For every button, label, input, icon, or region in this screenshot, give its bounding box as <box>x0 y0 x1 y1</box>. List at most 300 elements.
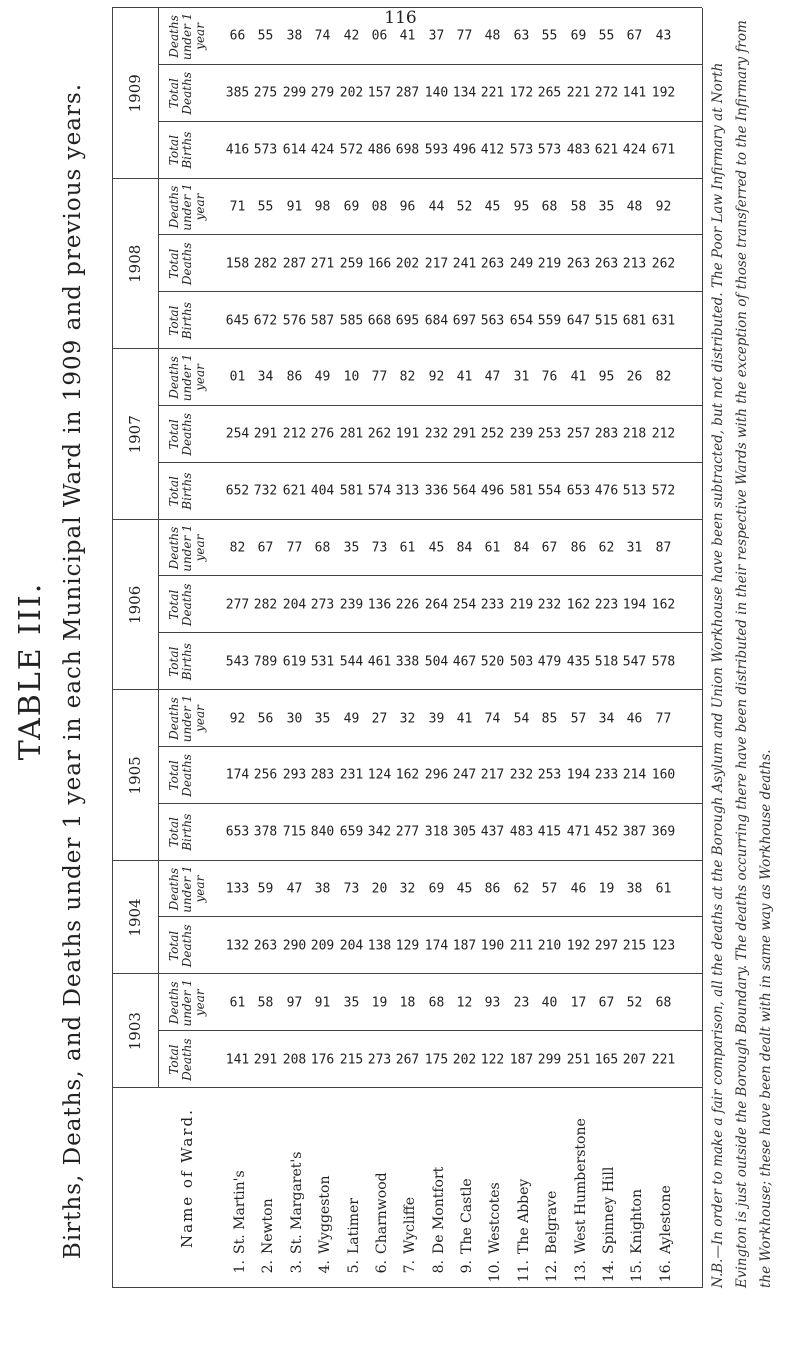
page-number: 116 <box>384 8 417 28</box>
table-cell: 283 <box>310 767 335 783</box>
table-rule <box>158 462 702 463</box>
table-cell: 254 <box>452 597 477 613</box>
table-cell: 232 <box>537 597 562 613</box>
table-cell: 123 <box>651 938 675 954</box>
table-cell: 279 <box>310 85 335 101</box>
ward-number: 5. <box>345 1260 362 1274</box>
table-cell: 34 <box>598 711 615 727</box>
table-cell: 49 <box>314 369 331 385</box>
table-cell: 91 <box>314 995 331 1011</box>
table-cell: 34 <box>258 369 274 385</box>
table-rule <box>112 689 702 690</box>
column-header: Total Births <box>167 643 194 681</box>
ward-name: St. Martin's <box>232 1170 248 1254</box>
table-cell: 162 <box>651 597 675 613</box>
table-cell: 73 <box>371 540 388 556</box>
table-cell: 496 <box>481 483 505 499</box>
table-cell: 41 <box>456 711 473 727</box>
column-header: Total Births <box>167 131 194 169</box>
table-cell: 213 <box>623 256 647 272</box>
table-cell: 19 <box>371 995 388 1011</box>
table-subtitle: Births, Deaths, and Deaths under 1 year in each Municipal Ward in 1909 and previous years. <box>60 82 86 1260</box>
table-cell: 67 <box>541 540 558 556</box>
table-cell: 684 <box>424 313 448 329</box>
table-cell: 486 <box>367 142 392 158</box>
table-cell: 166 <box>367 256 392 272</box>
ward-number: 3. <box>288 1260 305 1274</box>
table-cell: 259 <box>339 256 363 272</box>
table-cell: 61 <box>229 995 246 1011</box>
table-rule <box>112 178 702 179</box>
table-cell: 190 <box>481 938 505 954</box>
table-title: TABLE III. <box>13 581 48 761</box>
table-cell: 681 <box>623 313 647 329</box>
table-cell: 496 <box>452 142 477 158</box>
table-cell: 385 <box>225 85 250 101</box>
table-cell: 77 <box>286 540 303 556</box>
table-cell: 247 <box>452 767 477 783</box>
table-cell: 299 <box>282 85 306 101</box>
year-header: 1903 <box>126 1012 144 1051</box>
table-rule <box>702 8 703 1288</box>
table-cell: 581 <box>509 483 533 499</box>
table-cell: 54 <box>513 711 530 727</box>
table-cell: 291 <box>254 426 278 442</box>
table-cell: 253 <box>537 426 562 442</box>
table-cell: 698 <box>396 142 420 158</box>
table-cell: 133 <box>225 881 250 897</box>
table-cell: 715 <box>282 824 306 840</box>
ward-statistics-table <box>112 8 702 1288</box>
table-cell: 253 <box>537 767 562 783</box>
table-cell: 192 <box>566 938 590 954</box>
table-rule <box>158 746 702 747</box>
table-cell: 378 <box>254 824 278 840</box>
table-rule <box>158 916 702 917</box>
table-cell: 35 <box>343 995 359 1011</box>
table-cell: 86 <box>286 369 303 385</box>
table-cell: 86 <box>485 881 501 897</box>
table-cell: 76 <box>541 369 558 385</box>
table-rule <box>112 8 113 1288</box>
table-cell: 272 <box>594 85 619 101</box>
column-header: Total Births <box>167 472 194 510</box>
table-cell: 267 <box>396 1052 420 1068</box>
table-cell: 239 <box>339 597 363 613</box>
table-cell: 647 <box>566 313 590 329</box>
table-cell: 62 <box>598 540 615 556</box>
table-cell: 282 <box>254 256 278 272</box>
table-cell: 437 <box>481 824 505 840</box>
table-cell: 66 <box>229 28 246 44</box>
table-cell: 35 <box>598 199 615 215</box>
table-cell: 262 <box>651 256 675 272</box>
table-cell: 61 <box>485 540 501 556</box>
column-header: Total Births <box>167 302 194 340</box>
table-cell: 299 <box>537 1052 562 1068</box>
table-cell: 416 <box>225 142 250 158</box>
table-cell: 631 <box>651 313 675 329</box>
table-cell: 563 <box>481 313 505 329</box>
table-cell: 129 <box>396 938 420 954</box>
table-cell: 476 <box>594 483 619 499</box>
ward-number: 11. <box>515 1260 532 1283</box>
table-cell: 68 <box>541 199 558 215</box>
table-rule <box>112 1287 702 1288</box>
year-header: 1908 <box>126 244 144 283</box>
column-header: Deaths under 1 year <box>167 865 207 913</box>
table-cell: 77 <box>655 711 671 727</box>
table-cell: 59 <box>258 881 274 897</box>
column-header: Total Deaths <box>167 71 194 115</box>
table-cell: 404 <box>310 483 335 499</box>
table-cell: 254 <box>225 426 250 442</box>
table-cell: 92 <box>655 199 671 215</box>
table-cell: 162 <box>396 767 420 783</box>
table-cell: 671 <box>651 142 675 158</box>
table-cell: 336 <box>424 483 448 499</box>
table-cell: 217 <box>481 767 505 783</box>
table-cell: 61 <box>399 540 416 556</box>
table-cell: 86 <box>570 540 586 556</box>
ward-name: Wycliffe <box>402 1196 419 1254</box>
ward-number: 9. <box>459 1260 475 1274</box>
table-cell: 95 <box>598 369 615 385</box>
table-cell: 226 <box>396 597 420 613</box>
table-cell: 297 <box>594 938 619 954</box>
table-cell: 513 <box>623 483 647 499</box>
table-cell: 212 <box>651 426 675 442</box>
table-cell: 37 <box>428 28 444 44</box>
table-cell: 585 <box>339 313 363 329</box>
table-cell: 157 <box>367 85 392 101</box>
table-cell: 176 <box>310 1052 335 1068</box>
table-cell: 277 <box>396 824 420 840</box>
table-cell: 140 <box>424 85 448 101</box>
table-cell: 204 <box>339 938 363 954</box>
table-cell: 221 <box>481 85 505 101</box>
table-cell: 92 <box>428 369 444 385</box>
table-cell: 48 <box>626 199 643 215</box>
table-cell: 659 <box>339 824 363 840</box>
table-cell: 92 <box>229 711 246 727</box>
table-cell: 581 <box>339 483 363 499</box>
ward-number: 7. <box>402 1260 419 1274</box>
table-cell: 520 <box>481 654 505 670</box>
table-cell: 621 <box>594 142 619 158</box>
table-cell: 424 <box>623 142 647 158</box>
table-rule <box>158 64 702 65</box>
table-cell: 74 <box>485 711 501 727</box>
name-of-ward-header: Name of Ward. <box>178 1108 196 1248</box>
table-cell: 572 <box>651 483 675 499</box>
table-rule <box>158 575 702 576</box>
table-cell: 435 <box>566 654 590 670</box>
table-cell: 122 <box>481 1052 505 1068</box>
table-cell: 194 <box>566 767 590 783</box>
table-cell: 96 <box>399 199 416 215</box>
table-cell: 192 <box>651 85 675 101</box>
ward-number: 16. <box>657 1260 674 1283</box>
table-cell: 46 <box>626 711 643 727</box>
table-cell: 45 <box>485 199 501 215</box>
table-cell: 252 <box>481 426 505 442</box>
table-cell: 263 <box>566 256 590 272</box>
table-cell: 20 <box>371 881 388 897</box>
table-cell: 202 <box>452 1052 477 1068</box>
table-cell: 547 <box>623 654 647 670</box>
table-cell: 45 <box>428 540 444 556</box>
table-cell: 56 <box>258 711 274 727</box>
table-cell: 287 <box>396 85 420 101</box>
table-cell: 210 <box>537 938 562 954</box>
table-cell: 134 <box>452 85 477 101</box>
table-cell: 503 <box>509 654 533 670</box>
table-cell: 124 <box>367 767 392 783</box>
table-cell: 212 <box>282 426 306 442</box>
ward-name: The Castle <box>459 1178 475 1254</box>
table-cell: 218 <box>623 426 647 442</box>
table-cell: 531 <box>310 654 335 670</box>
table-cell: 219 <box>509 597 533 613</box>
table-cell: 31 <box>513 369 530 385</box>
table-rule <box>112 7 702 8</box>
column-header: Total Deaths <box>167 754 194 797</box>
table-cell: 58 <box>570 199 586 215</box>
table-cell: 313 <box>396 483 420 499</box>
table-cell: 82 <box>655 369 671 385</box>
table-cell: 415 <box>537 824 562 840</box>
table-cell: 84 <box>513 540 530 556</box>
table-cell: 249 <box>509 256 533 272</box>
table-cell: 42 <box>343 28 359 44</box>
table-cell: 48 <box>485 28 501 44</box>
table-cell: 77 <box>456 28 473 44</box>
column-header: Total Deaths <box>167 1038 194 1081</box>
table-rule <box>112 973 702 974</box>
table-cell: 214 <box>623 767 647 783</box>
table-cell: 10 <box>343 369 359 385</box>
table-rule <box>158 405 702 406</box>
table-cell: 543 <box>225 654 250 670</box>
table-cell: 55 <box>258 28 274 44</box>
table-cell: 19 <box>598 881 615 897</box>
ward-number: 12. <box>544 1260 561 1283</box>
table-cell: 578 <box>651 654 675 670</box>
table-cell: 233 <box>594 767 619 783</box>
table-cell: 46 <box>570 881 586 897</box>
table-cell: 93 <box>485 995 501 1011</box>
table-cell: 55 <box>598 28 615 44</box>
table-cell: 68 <box>314 540 331 556</box>
table-cell: 291 <box>254 1052 278 1068</box>
table-rule <box>112 860 702 861</box>
table-cell: 41 <box>570 369 586 385</box>
table-cell: 39 <box>428 711 444 727</box>
table-cell: 23 <box>513 995 530 1011</box>
table-cell: 232 <box>509 767 533 783</box>
table-cell: 573 <box>254 142 278 158</box>
table-rule <box>112 348 702 349</box>
table-cell: 08 <box>371 199 388 215</box>
table-cell: 461 <box>367 654 392 670</box>
table-cell: 67 <box>258 540 274 556</box>
table-cell: 32 <box>399 711 416 727</box>
table-cell: 695 <box>396 313 420 329</box>
table-cell: 217 <box>424 256 448 272</box>
table-cell: 202 <box>396 256 420 272</box>
ward-name: Belgrave <box>544 1190 561 1254</box>
table-cell: 256 <box>254 767 278 783</box>
table-cell: 187 <box>509 1052 533 1068</box>
table-cell: 55 <box>258 199 274 215</box>
ward-name: Latimer <box>345 1198 362 1254</box>
ward-number: 10. <box>487 1260 504 1283</box>
ward-number: 1. <box>232 1260 248 1274</box>
table-cell: 251 <box>566 1052 590 1068</box>
table-cell: 621 <box>282 483 306 499</box>
table-cell: 572 <box>339 142 363 158</box>
ward-name: De Montfort <box>430 1166 447 1254</box>
table-cell: 174 <box>225 767 250 783</box>
table-cell: 69 <box>428 881 444 897</box>
column-header: Deaths under 1 year <box>167 12 207 61</box>
table-cell: 732 <box>254 483 278 499</box>
table-cell: 47 <box>286 881 303 897</box>
table-cell: 12 <box>456 995 473 1011</box>
table-cell: 265 <box>537 85 562 101</box>
table-cell: 211 <box>509 938 533 954</box>
table-cell: 483 <box>566 142 590 158</box>
table-cell: 281 <box>339 426 363 442</box>
table-cell: 26 <box>626 369 643 385</box>
footnote: N.B.—In order to make a fair comparison, all the deaths at the Borough Asylum and Union Workhouse have been subtracted, but not distributed. The Poor Law Infirmary at North Evington is just outside the Borough Boundary. The deaths occurring there have been distributed in their respective Wards with the exception of those transferred to the Infirmary from the Workhouse; these have been dealt with in same way as Workhouse deaths. <box>710 20 774 1288</box>
ward-number: 15. <box>629 1260 646 1283</box>
column-header: Deaths under 1 year <box>167 524 207 572</box>
table-cell: 82 <box>399 369 416 385</box>
table-cell: 73 <box>343 881 359 897</box>
table-cell: 231 <box>339 767 363 783</box>
table-cell: 63 <box>513 28 530 44</box>
table-cell: 47 <box>485 369 501 385</box>
table-cell: 276 <box>310 426 335 442</box>
table-cell: 162 <box>566 597 590 613</box>
year-header: 1907 <box>126 415 144 454</box>
table-cell: 38 <box>286 28 303 44</box>
ward-number: 4. <box>317 1260 334 1274</box>
table-cell: 141 <box>225 1052 250 1068</box>
table-cell: 69 <box>343 199 359 215</box>
table-cell: 160 <box>651 767 675 783</box>
ward-name: St. Margaret's <box>288 1151 305 1254</box>
table-cell: 97 <box>286 995 303 1011</box>
table-cell: 95 <box>513 199 530 215</box>
ward-name: Westcotes <box>487 1182 504 1254</box>
table-cell: 257 <box>566 426 590 442</box>
table-cell: 789 <box>254 654 278 670</box>
ward-name: Charnwood <box>373 1172 390 1254</box>
ward-number: 6. <box>373 1260 390 1274</box>
column-header: Deaths under 1 year <box>167 183 207 231</box>
table-cell: 35 <box>343 540 359 556</box>
table-cell: 165 <box>594 1052 619 1068</box>
table-cell: 221 <box>651 1052 675 1068</box>
ward-number: 2. <box>260 1260 277 1274</box>
table-cell: 18 <box>399 995 416 1011</box>
column-header: Total Deaths <box>167 583 194 627</box>
ward-name: The Abbey <box>515 1178 532 1254</box>
table-cell: 574 <box>367 483 392 499</box>
table-cell: 668 <box>367 313 392 329</box>
table-cell: 71 <box>229 199 246 215</box>
table-cell: 467 <box>452 654 477 670</box>
column-header: Total Deaths <box>167 242 194 286</box>
table-cell: 35 <box>314 711 331 727</box>
table-cell: 275 <box>254 85 278 101</box>
table-cell: 221 <box>566 85 590 101</box>
table-cell: 87 <box>655 540 671 556</box>
table-rule <box>158 8 159 1088</box>
table-rule <box>158 234 702 235</box>
table-cell: 277 <box>225 597 250 613</box>
table-cell: 31 <box>626 540 643 556</box>
table-cell: 223 <box>594 597 619 613</box>
table-cell: 43 <box>655 28 671 44</box>
table-cell: 38 <box>314 881 331 897</box>
table-cell: 263 <box>254 938 278 954</box>
table-cell: 653 <box>566 483 590 499</box>
table-cell: 136 <box>367 597 392 613</box>
table-cell: 283 <box>594 426 619 442</box>
table-cell: 187 <box>452 938 477 954</box>
table-cell: 593 <box>424 142 448 158</box>
table-cell: 412 <box>481 142 505 158</box>
table-cell: 654 <box>509 313 533 329</box>
table-cell: 52 <box>456 199 473 215</box>
table-cell: 296 <box>424 767 448 783</box>
table-cell: 207 <box>623 1052 647 1068</box>
table-rule <box>112 519 702 520</box>
table-cell: 653 <box>225 824 250 840</box>
table-cell: 697 <box>452 313 477 329</box>
table-cell: 06 <box>371 28 388 44</box>
table-cell: 30 <box>286 711 303 727</box>
table-cell: 45 <box>456 881 473 897</box>
table-cell: 672 <box>254 313 278 329</box>
table-cell: 61 <box>655 881 671 897</box>
table-cell: 85 <box>541 711 558 727</box>
table-cell: 77 <box>371 369 388 385</box>
table-cell: 49 <box>343 711 359 727</box>
table-cell: 293 <box>282 767 306 783</box>
table-cell: 232 <box>424 426 448 442</box>
table-cell: 191 <box>396 426 420 442</box>
year-header: 1905 <box>126 756 144 795</box>
table-cell: 291 <box>452 426 477 442</box>
table-cell: 91 <box>286 199 303 215</box>
table-cell: 174 <box>424 938 448 954</box>
table-cell: 338 <box>396 654 420 670</box>
table-cell: 544 <box>339 654 363 670</box>
table-cell: 67 <box>626 28 643 44</box>
table-cell: 504 <box>424 654 448 670</box>
table-cell: 342 <box>367 824 392 840</box>
table-cell: 645 <box>225 313 250 329</box>
ward-number: 14. <box>600 1260 617 1283</box>
table-cell: 138 <box>367 938 392 954</box>
column-header: Total Births <box>167 813 194 851</box>
ward-number: 13. <box>572 1260 589 1283</box>
